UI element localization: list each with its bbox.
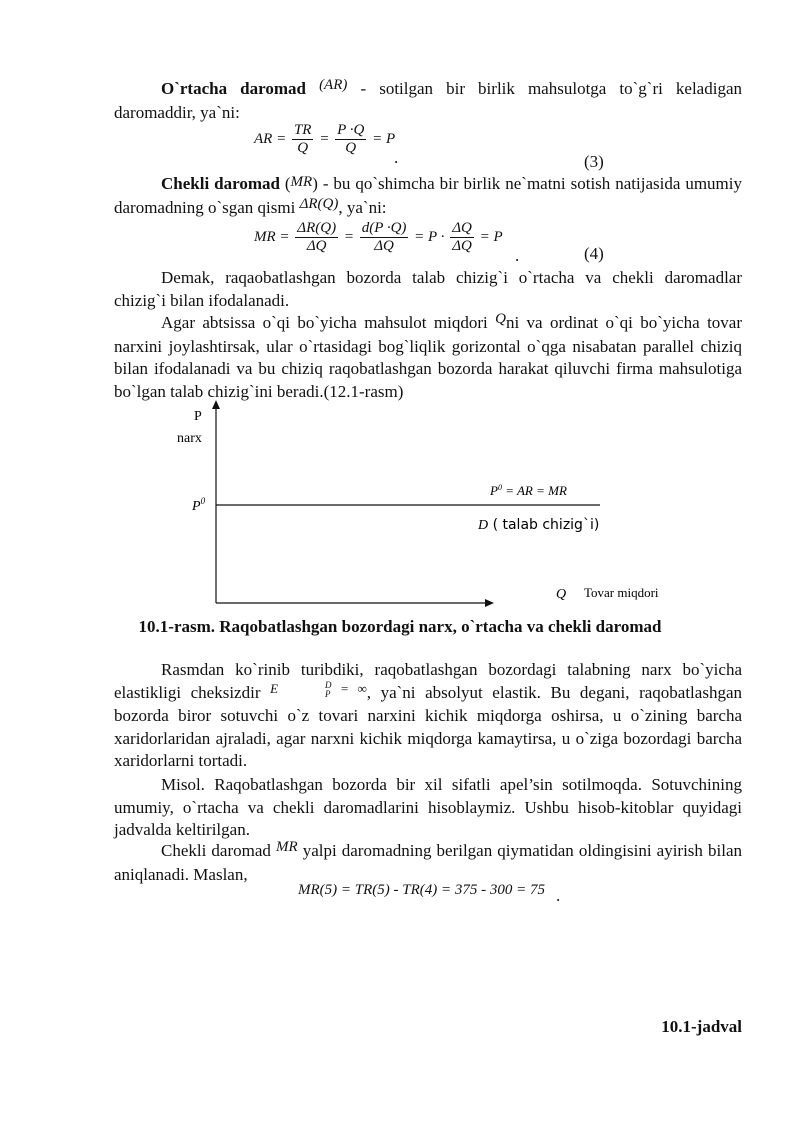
x-axis-label: Tovar miqdori — [584, 585, 659, 600]
axes-text-1: Agar abtsissa o`qi bo`yicha mahsulot miqdori — [161, 313, 496, 332]
term-average-revenue: O`rtacha daromad — [161, 79, 306, 98]
axes-text-2: ni va ordinat o`qi bo`yicha tovar narxini joylashtirsak, ular o`rtasidagi bog`liqlik gorizontal o`qga nisabatan parallel chiziq bilan ifodalanadi va bu chiziq raqobatlashgan bozorda harakat qiluvchi firma mahsulotiga bo`lgan talab chizig`ini beradi.(12.1-rasm) — [114, 313, 743, 401]
eq3-fraction-2: $\frac{P \cdot Q}{Q}$ — [337, 122, 365, 156]
eq3-fraction-1: $\frac{TR}{Q}$ — [293, 122, 312, 156]
paragraph-example: Misol. Raqobatlashgan bozorda bir xil sifatli apel’sin sotilmoqda. Sotuvchining umumiy, o`rtacha va chekli daromadlarini hisoblaymiz. Ushbu hisob-kitoblar quyidagi jadvalda keltirilgan. — [114, 775, 742, 839]
eq4-lhs: MR = — [254, 228, 290, 245]
paragraph-demand-curve: Demak, raqaobatlashgan bozorda talab chizig`i o`rtacha va chekli daromadlar chizig`i bilan ifodalanadi. — [114, 268, 742, 310]
demand-chart — [150, 398, 710, 613]
eq4-fraction-3: $\frac{\Delta Q}{\Delta Q}$ — [452, 220, 472, 254]
x-axis-arrow — [485, 599, 494, 607]
symbol-mr: MR — [290, 174, 313, 190]
figure-caption: 10.1-rasm. Raqobatlashgan bozordagi narx, o`rtacha va chekli daromad — [138, 617, 662, 636]
eq5-expression: MR(5) = TR(5) - TR(4) = 375 - 300 = 75 — [298, 882, 545, 898]
eq5-dot: . — [556, 886, 561, 905]
eq3-rhs: = P — [372, 130, 396, 147]
elasticity-formula: E D P = ∞ — [270, 679, 367, 699]
eq4-fraction-1: $\frac{\Delta R(Q)}{\Delta Q}$ — [297, 220, 337, 254]
y-axis-label: narx — [177, 431, 202, 446]
elasticity-text-1: Rasmdan ko`rinib turibdiki, raqobatlashgan bozordagi talabning narx bo`yicha elastikligi cheksizdir — [114, 660, 742, 702]
term-marginal-revenue: Chekli daromad — [161, 174, 280, 193]
paragraph-marginal-calc — [114, 840, 742, 886]
equation-3: AR = $\frac{TR}{Q}$ = $\frac{P \cdot Q}{Q}$ = P — [254, 122, 396, 156]
equation-number-3: (3) — [584, 152, 604, 171]
eq4-fraction-2: $\frac{d(P \cdot Q)}{\Delta Q}$ — [361, 220, 407, 254]
symbol-mr-2: MR — [275, 839, 298, 855]
eq4-mid: = P · — [414, 228, 445, 245]
y-axis-arrow — [212, 400, 220, 409]
paragraph-average-revenue — [114, 78, 742, 124]
eq4-dot: . — [515, 246, 520, 265]
y-axis-symbol: P — [194, 409, 202, 424]
equation-5 — [298, 882, 545, 899]
equation-4: MR = $\frac{\Delta R(Q)}{\Delta Q}$ = $\frac{d(P \cdot Q)}{\Delta Q}$ = P · $\frac{\Delta Q}{\Delta Q}$ = P — [254, 220, 503, 254]
paragraph-elasticity — [114, 659, 742, 773]
definition-text: ) - bu qo`shimcha bir birlik ne`matni sotish natijasida umumiy daromadning o`sgan qismi — [114, 174, 742, 217]
eq4-rhs: = P — [479, 228, 503, 245]
paragraph-marginal-revenue: Chekli daromad (MR) - bu qo`shimcha bir birlik ne`matni sotish natijasida umumiy daromadning o`sgan qismi ΔR(Q), ya`ni: — [114, 174, 742, 217]
elasticity-text-2: , ya`ni absolyut elastik. Bu degani, raqobatlashgan bozorda biror sotuvchi o`z tovari narxini kichik miqdorga oshirsa, u o`zining barcha xaridorlaridan ajraladi, agar narxni kichik miqdorga kamaytirsa, u o`ziga bozordagi barcha xaridorlarni tortadi. — [114, 682, 742, 770]
eq3-lhs: AR = — [254, 130, 287, 147]
symbol-delta-r: ΔR(Q) — [299, 195, 339, 212]
definition-text: - sotilgan bir birlik mahsulotga to`g`ri keladigan daromaddir, ya`ni: — [114, 79, 742, 122]
table-title: 10.1-jadval — [661, 1017, 742, 1036]
line-label-p-ar-mr: $P^0$ = AR = MR — [490, 483, 567, 498]
symbol-ar: (AR) — [319, 77, 348, 93]
marginal-calc-text-1: Chekli daromad — [161, 841, 276, 860]
paragraph-axes — [114, 312, 742, 403]
x-axis-symbol: Q — [556, 587, 567, 602]
definition-tail: , ya`ni: — [338, 197, 387, 217]
equation-number-4: (4) — [584, 244, 604, 263]
marginal-calc-text-2: yalpi daromadning berilgan qiymatidan oldingisini ayirish bilan aniqlanadi. Maslan, — [114, 841, 742, 884]
eq3-dot: . — [394, 148, 399, 167]
symbol-q: Q — [495, 311, 506, 327]
line-label-demand: D ( talab chizig`i) — [478, 517, 600, 533]
y-tick-label: $P^0$ — [192, 496, 206, 514]
